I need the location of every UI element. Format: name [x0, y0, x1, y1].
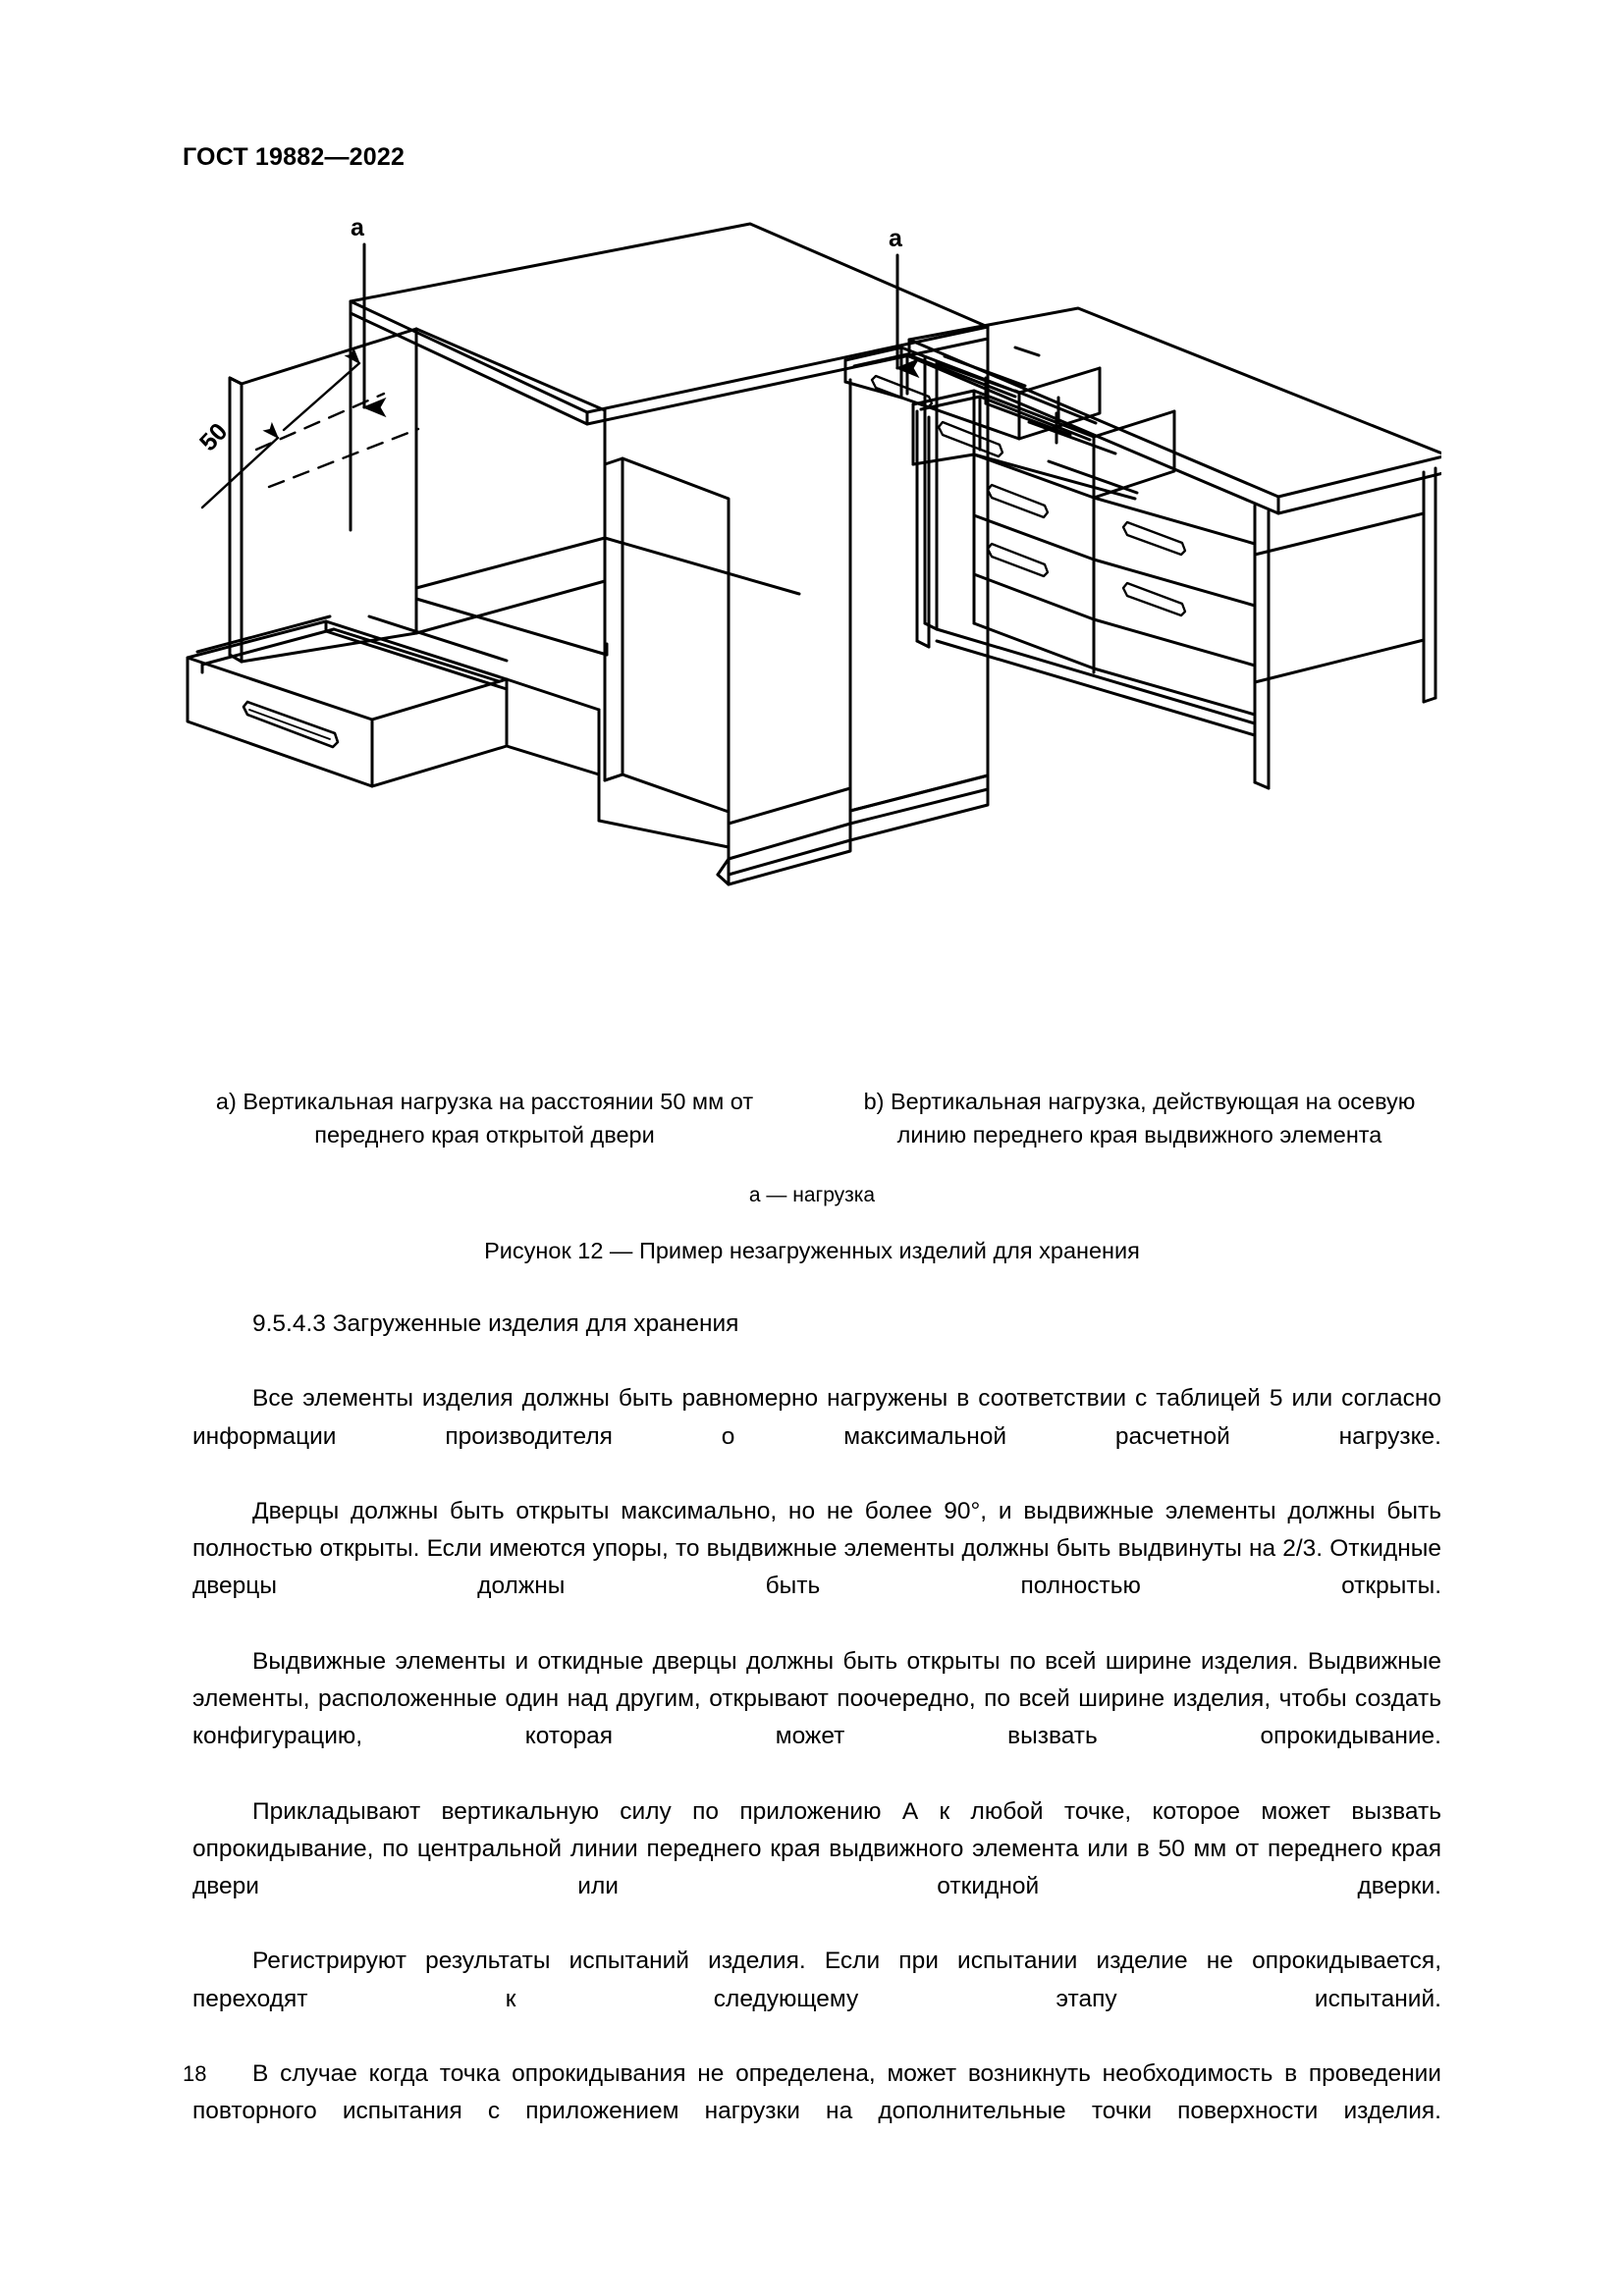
- figure-12-illustration: [183, 211, 1441, 1075]
- section-body: [192, 1306, 1441, 2168]
- figure-legend: a — нагрузка: [748, 1184, 876, 1206]
- section-paragraph-2: Дверцы должны быть открыты максимально, но не более 90°, и выдвижные элементы должны быть полностью открыты. Если имеются упоры, то выдвижные элементы должны быть выдвинуты на 2/3. Откидные дверцы должны быть полностью открыты.: [192, 1498, 1441, 1600]
- section-paragraph-1: Все элементы изделия должны быть равномерно нагружены в соответствии с таблицей 5 или согласно информации производителя о максимальной расчетной нагрузке.: [192, 1385, 1441, 1450]
- figure-subcaption-a: a) Вертикальная нагрузка на расстоянии 50 мм от переднего края открытой двери: [215, 1089, 754, 1148]
- figure-title: Рисунок 12 — Пример незагруженных изделий для хранения: [484, 1238, 1140, 1263]
- running-head: ГОСТ 19882—2022: [183, 143, 406, 171]
- figure-subcaption-b: b) Вертикальная нагрузка, действующая на осевую линию переднего края выдвижного элемента: [863, 1089, 1416, 1148]
- desk-illustration: [845, 255, 1441, 788]
- page-number: 18: [183, 2061, 207, 2086]
- section-paragraph-3: Выдвижные элементы и откидные дверцы должны быть открыты по всей ширине изделия. Выдвижные элементы, расположенные один над другим, открывают поочередно, по всей ширине изделия, чтобы создать конфигурацию, которая может вызвать опрокидывание.: [192, 1647, 1441, 1750]
- section-paragraph-6: В случае когда точка опрокидывания не определена, может возникнуть необходимость в проведении повторного испытания с приложением нагрузки на дополнительные точки поверхности изделия.: [192, 2060, 1441, 2125]
- cabinet-illustration: [188, 224, 988, 884]
- figure-subcaptions: [183, 1085, 1441, 1151]
- section-heading: 9.5.4.3 Загруженные изделия для хранения: [252, 1310, 739, 1337]
- figure-12-drawing: [183, 211, 1441, 1075]
- section-paragraph-4: Прикладывают вертикальную силу по приложению А к любой точке, которое может вызвать опрокидывание, по центральной линии переднего края выдвижного элемента или в 50 мм от переднего края двери или откидной дверки.: [192, 1797, 1441, 1900]
- section-paragraph-5: Регистрируют результаты испытаний изделия. Если при испытании изделие не опрокидывается, переходят к следующему этапу испытаний.: [192, 1948, 1441, 2012]
- label-dimension-50: 50: [193, 417, 234, 457]
- label-load-a-left: a: [351, 214, 364, 241]
- dimension-callout-50: [202, 363, 418, 507]
- label-load-a-right: a: [889, 225, 902, 252]
